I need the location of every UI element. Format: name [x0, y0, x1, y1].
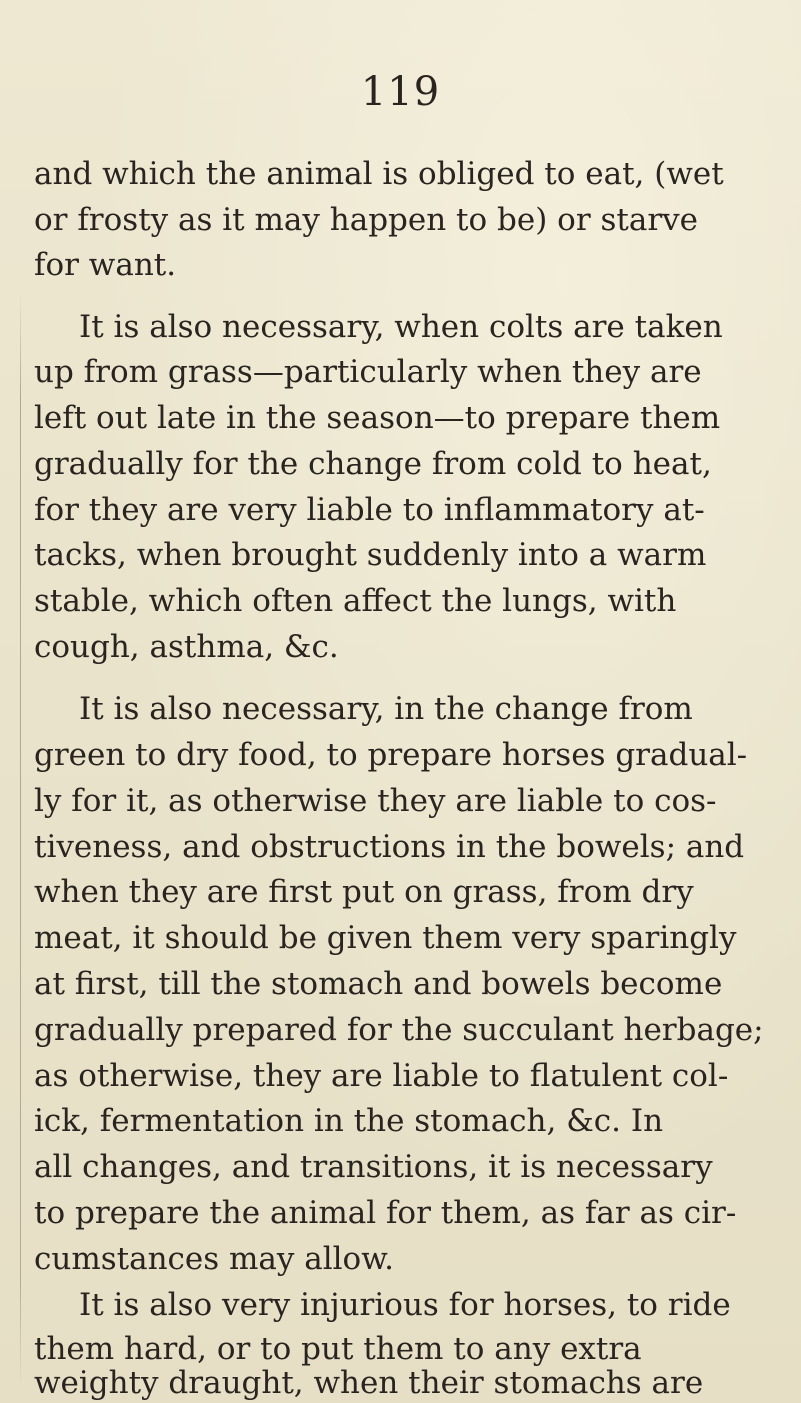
text-line: green to dry food, to prepare horses gradual- [34, 737, 748, 773]
text-line: cumstances may allow. [34, 1241, 394, 1277]
text-line: left out late in the season—to prepare them [34, 400, 721, 436]
text-line: them hard, or to put them to any extra [34, 1331, 642, 1367]
text-line: It is also necessary, when colts are taken [79, 309, 723, 345]
text-line: cough, asthma, &c. [34, 629, 339, 665]
text-line: or frosty as it may happen to be) or starve [34, 202, 699, 238]
text-line: ly for it, as otherwise they are liable to cos- [34, 783, 717, 819]
text-line: as otherwise, they are liable to flatulent col- [34, 1058, 729, 1094]
page-gutter-line [20, 290, 21, 1390]
text-line: at first, till the stomach and bowels become [34, 966, 723, 1002]
page-number: 119 [360, 69, 441, 115]
text-line: up from grass—particularly when they are [34, 354, 702, 390]
text-line: ick, fermentation in the stomach, &c. In [34, 1103, 664, 1139]
text-line: meat, it should be given them very sparingly [34, 920, 737, 956]
text-line: weighty draught, when their stomachs are [34, 1365, 704, 1401]
text-line: when they are first put on grass, from dry [34, 874, 694, 910]
text-line: all changes, and transitions, it is necessary [34, 1149, 713, 1185]
text-line: to prepare the animal for them, as far as cir- [34, 1195, 737, 1231]
text-line: gradually for the change from cold to heat, [34, 446, 712, 482]
text-line: for want. [34, 247, 177, 283]
text-line: gradually prepared for the succulant herbage; [34, 1012, 764, 1048]
text-line: stable, which often affect the lungs, with [34, 583, 677, 619]
text-line: It is also necessary, in the change from [79, 691, 693, 727]
text-line: It is also very injurious for horses, to ride [79, 1287, 731, 1323]
text-line: tiveness, and obstructions in the bowels; and [34, 829, 745, 865]
text-line: and which the animal is obliged to eat, (wet [34, 156, 724, 192]
text-line: tacks, when brought suddenly into a warm [34, 537, 707, 573]
text-line: for they are very liable to inflammatory at- [34, 492, 705, 528]
